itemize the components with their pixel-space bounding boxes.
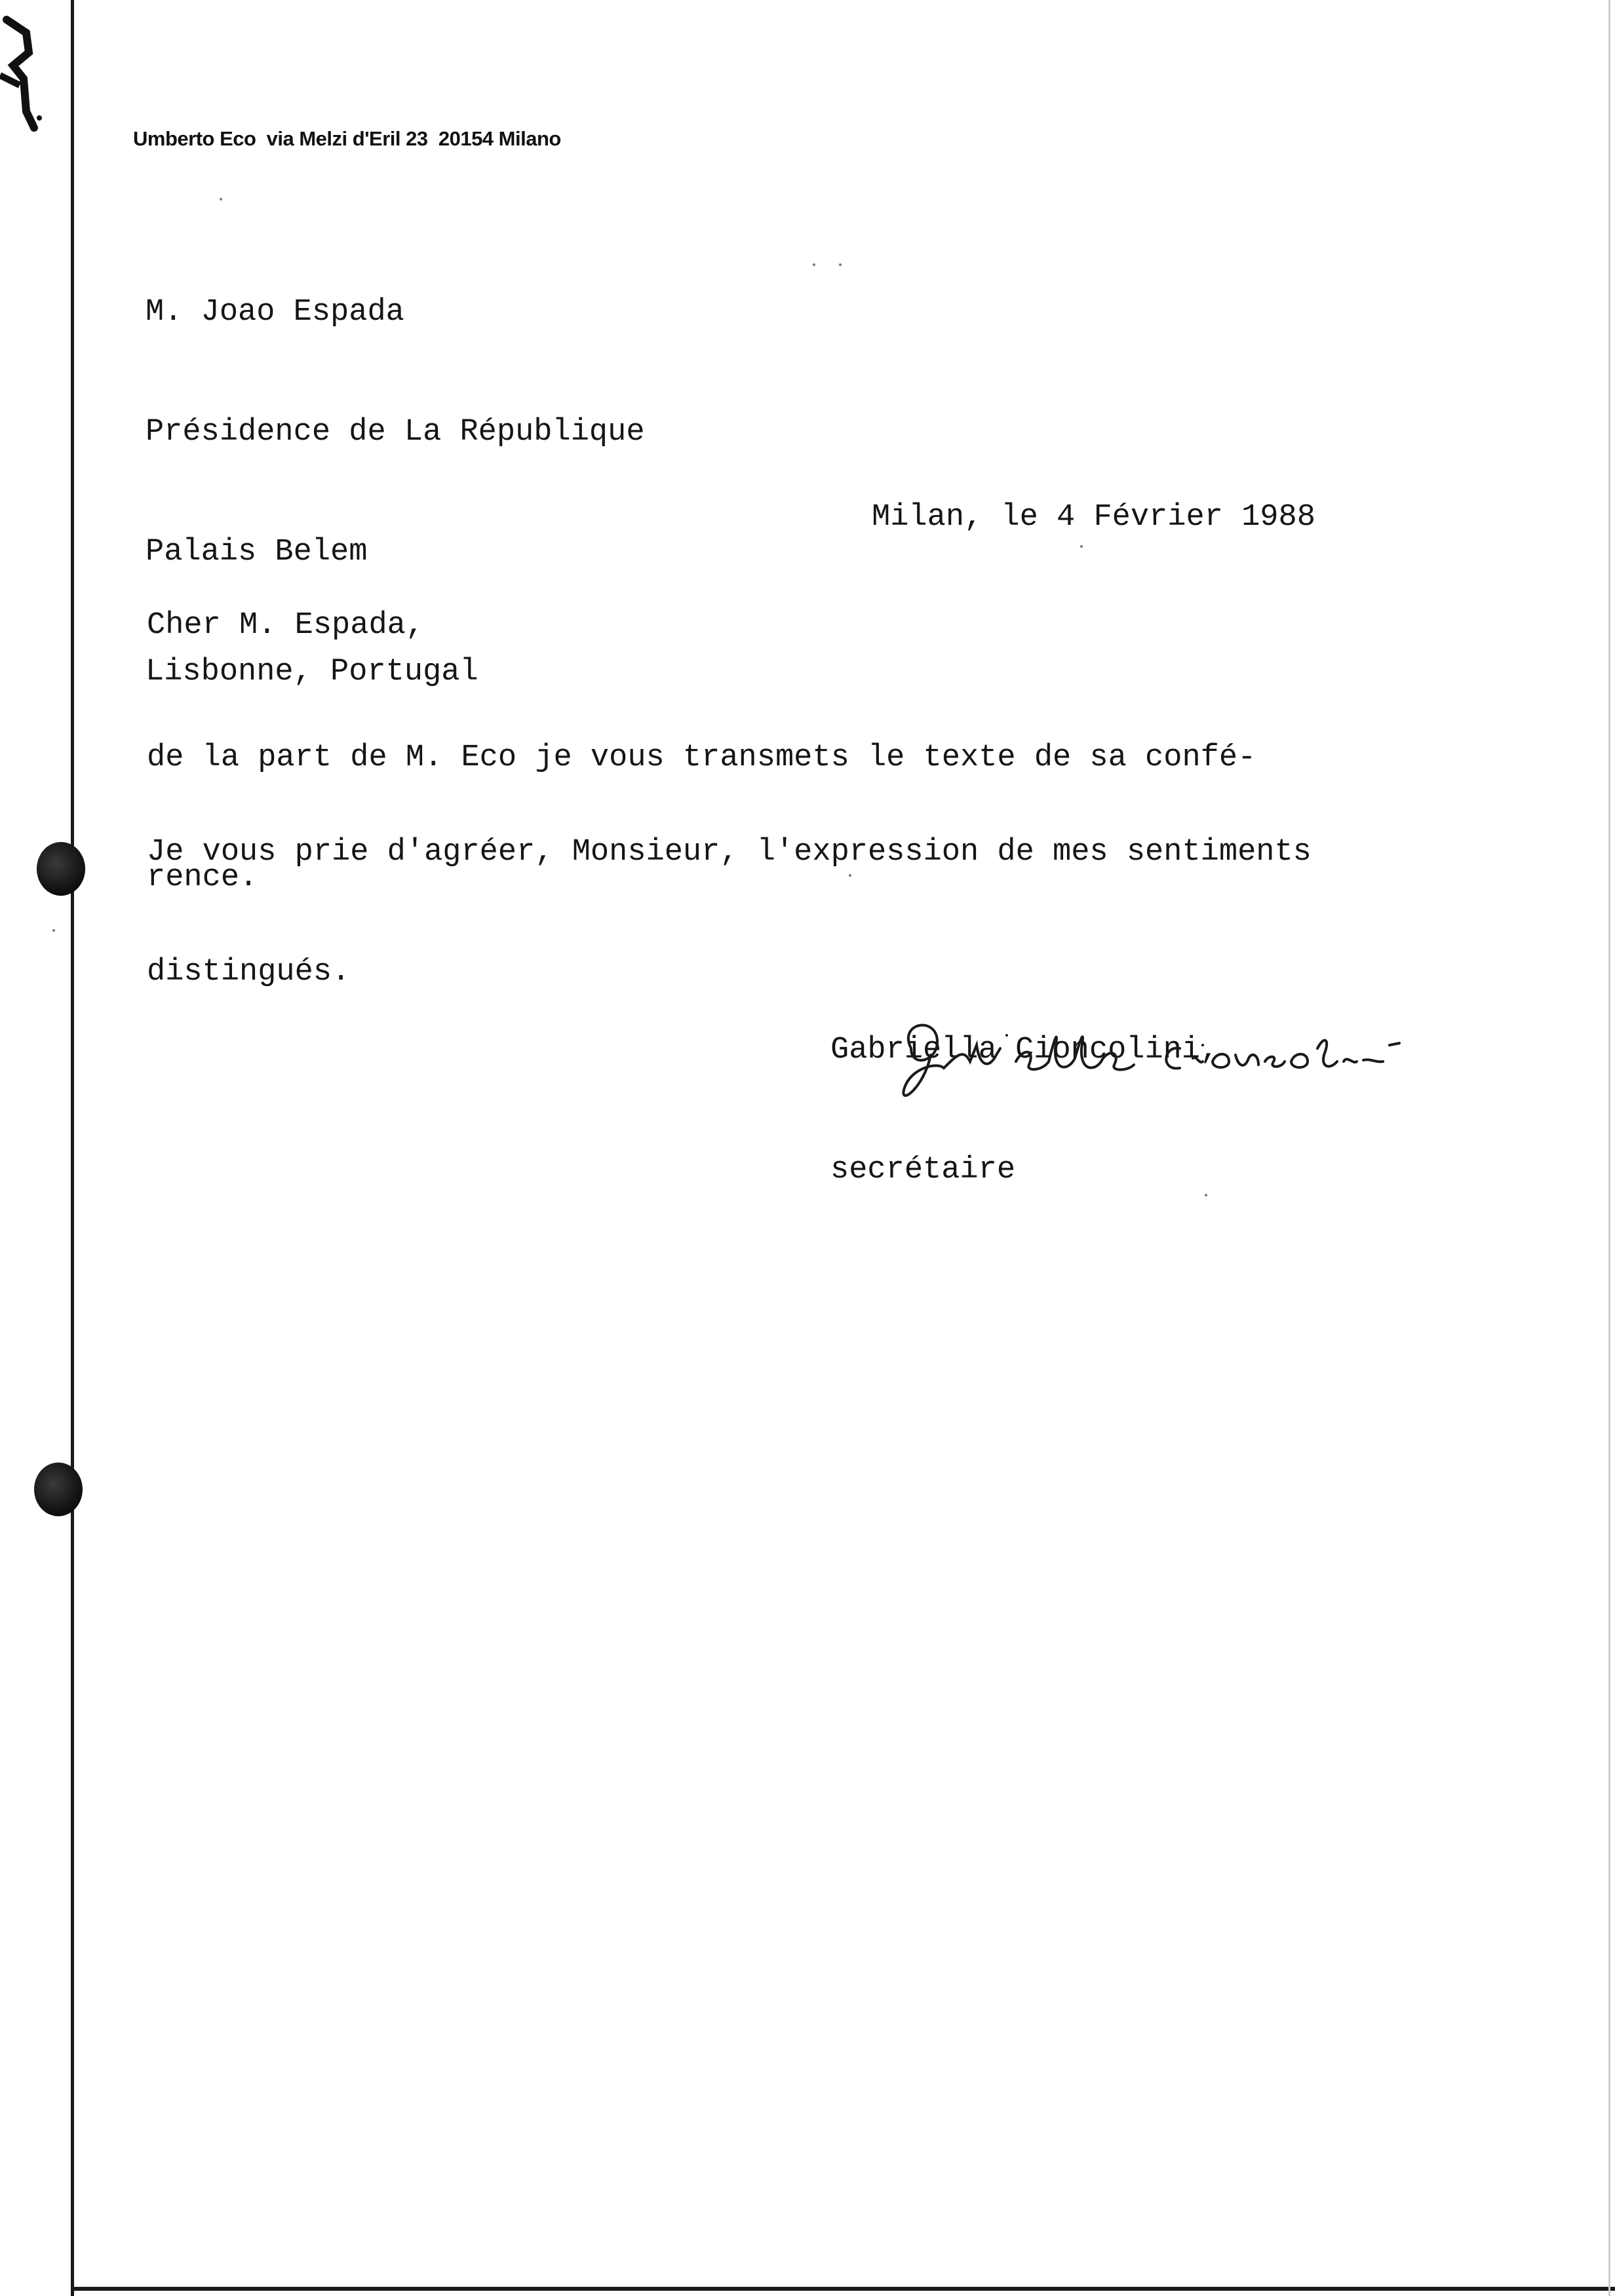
handwritten-signature [872,1009,1409,1114]
paper-speck [849,874,851,877]
signer-title: secrétaire [830,1153,1016,1187]
salutation: Cher M. Espada, [147,608,425,643]
punch-hole-top [37,842,85,896]
body-line: rence. [147,860,258,895]
page-right-edge [1608,0,1610,2296]
staple-mark-icon [0,13,46,144]
body-line: de la part de M. Eco je vous transmets le texte de sa confé- [147,740,1256,775]
page-bottom-edge [71,2287,1615,2291]
letter-date: Milan, le 4 Février 1988 [872,500,1315,535]
punch-hole-bottom [34,1463,83,1516]
paper-speck [839,263,842,266]
signer-name: Gabriella Cioncolini, [830,1033,1219,1067]
recipient-line: M. Joao Espada [146,295,404,330]
paper-speck [1080,545,1083,548]
recipient-line: Lisbonne, Portugal [146,655,478,689]
body-line: Je vous prie d'agréer, Monsieur, l'expression de mes sentiments [147,835,1312,870]
paper-speck [52,929,55,932]
recipient-line: Présidence de La République [146,415,645,450]
recipient-line: Palais Belem [146,535,368,569]
binder-margin-line [71,0,74,2296]
body-line: distingués. [147,955,351,989]
paper-speck [1205,1194,1207,1196]
paper-speck [220,198,222,201]
letterhead-address: Umberto Eco via Melzi d'Eril 23 20154 Milano [133,127,561,150]
paper-speck [813,263,815,266]
